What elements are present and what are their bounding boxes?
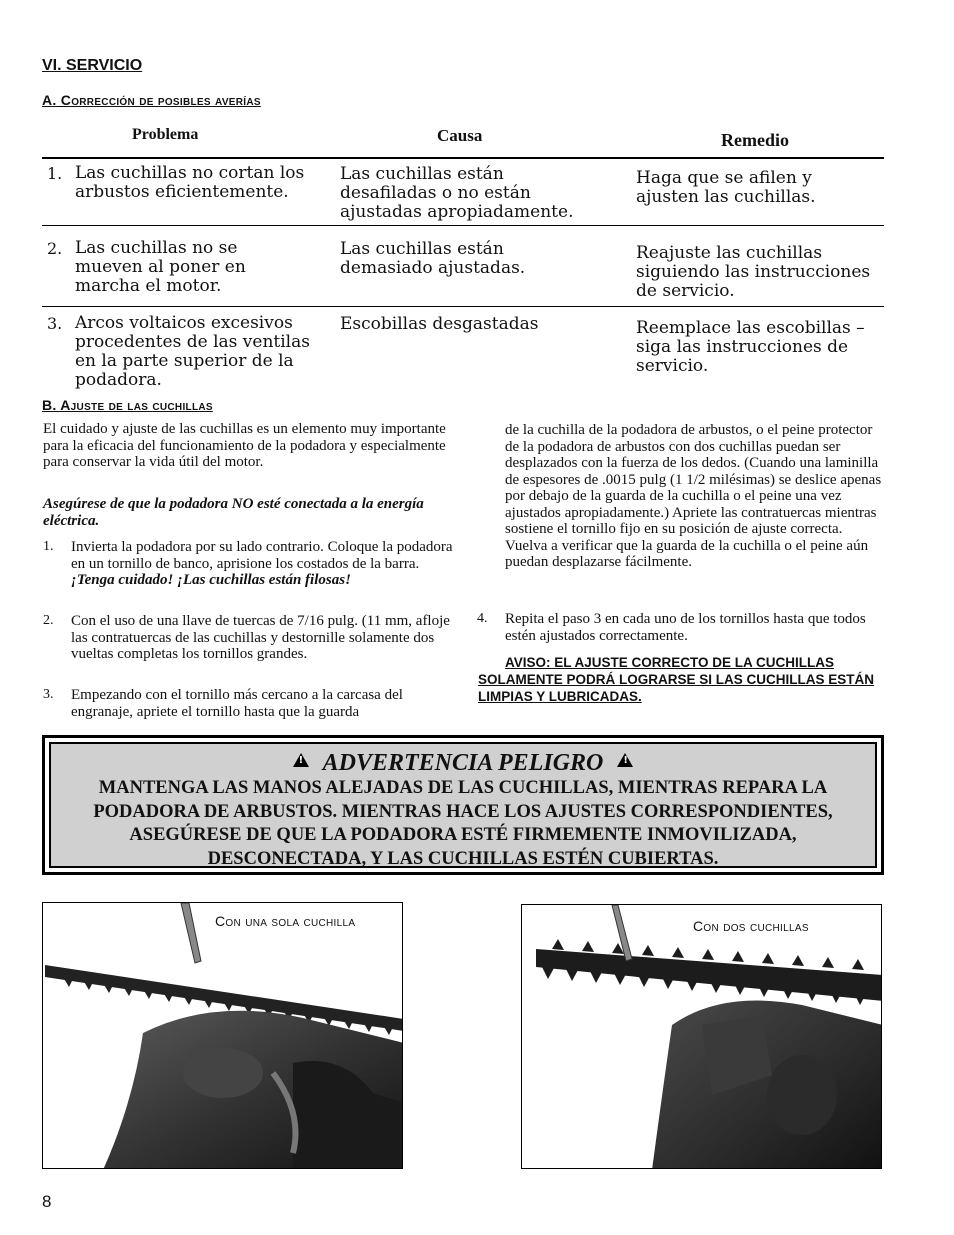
step-emphasis: ¡Tenga cuidado! ¡Las cuchillas están filosas! [71, 572, 351, 588]
warning-title-text: ADVERTENCIA PELIGRO [322, 750, 604, 776]
warning-title [51, 750, 875, 777]
intro-paragraph: El cuidado y ajuste de las cuchillas es un elemento muy importante para la eficacia del funcionamiento de la podadora y especialmente para conservar la vida útil del motor. [43, 421, 446, 470]
header-problem: Problema [132, 126, 199, 143]
warning-triangle-icon [293, 753, 309, 767]
step-number: 2. [43, 613, 54, 628]
step-text [71, 539, 453, 589]
page-number: 8 [42, 1192, 52, 1211]
notice-text: AVISO: EL AJUSTE CORRECTO DE LA CUCHILLAS SOLAMENTE PODRÁ LOGRARSE SI LAS CUCHILLAS ESTÁN LIMPIAS Y LUBRICADAS. [478, 655, 875, 704]
step-3-continued: de la cuchilla de la podadora de arbustos, o el peine protector de la podadora de arbustos con dos cuchillas puedan ser desplazados con la fuerza de los dedos. (Cuando una laminilla de espesores de .0015 pulg (1 1/2 milésimas) se deslice apenas por debajo de la guarda de la cuchilla o el peine una vez ajustados apropiadamente.) Apriete las contratuercas mientras sostiene el tornillo fijo en su posición de ajuste correcta. Vuelva a verificar que la guarda de la cuchilla o el peine aún puedan desplazarse fácilmente. [505, 422, 882, 570]
figure-caption: Con una sola cuchilla [215, 913, 356, 929]
caution-text: Asegúrese de que la podadora NO esté conectada a la energía eléctrica. [43, 496, 424, 529]
double-blade-photo [522, 905, 882, 1169]
warning-triangle-icon [617, 753, 633, 767]
row-number: 2. [47, 239, 63, 258]
row-problem: Las cuchillas no cortan los arbustos eficientemente. [75, 163, 305, 202]
step-text: Repita el paso 3 en cada uno de los tornillos hasta que todos estén ajustados correctamente. [505, 611, 866, 644]
row-problem: Arcos voltaicos excesivos procedentes de las ventilas en la parte superior de la podadora. [75, 313, 310, 390]
row-cause: Las cuchillas están desafiladas o no están ajustadas apropiadamente. [340, 164, 574, 222]
figure-single-blade [42, 902, 403, 1169]
row-remedy: Reemplace las escobillas – siga las instrucciones de servicio. [636, 318, 865, 376]
header-cause: Causa [437, 126, 483, 145]
table-header-rule [42, 157, 884, 159]
section-title: VI. SERVICIO [42, 57, 143, 74]
row-cause: Escobillas desgastadas [340, 314, 539, 334]
row-remedy: Haga que se afilen y ajusten las cuchillas. [636, 168, 816, 207]
subsection-b-title: B. Ajuste de las cuchillas [42, 397, 213, 413]
figure-caption: Con dos cuchillas [693, 918, 809, 934]
row-divider [42, 306, 884, 307]
row-number: 3. [47, 314, 63, 333]
row-number: 1. [47, 164, 63, 183]
warning-box [42, 735, 884, 875]
row-problem: Las cuchillas no se mueven al poner en marcha el motor. [75, 238, 246, 296]
step-number: 3. [43, 687, 54, 702]
warning-panel [49, 742, 877, 868]
step-number: 4. [477, 611, 488, 626]
step-text: Empezando con el tornillo más cercano a la carcasa del engranaje, apriete el tornillo hasta que la guarda [71, 687, 403, 720]
step-text: Con el uso de una llave de tuercas de 7/16 pulg. (11 mm, afloje las contratuercas de las cuchillas y destornille solamente dos vueltas completas los tornillos grandes. [71, 613, 450, 662]
figure-double-blade [521, 904, 882, 1169]
row-remedy: Reajuste las cuchillas siguiendo las instrucciones de servicio. [636, 243, 871, 301]
single-blade-photo [43, 903, 403, 1169]
step-number: 1. [43, 539, 54, 554]
row-divider [42, 225, 884, 226]
subsection-a-title: A. Corrección de posibles averías [42, 92, 261, 108]
row-cause: Las cuchillas están demasiado ajustadas. [340, 239, 526, 278]
warning-body: MANTENGA LAS MANOS ALEJADAS DE LAS CUCHILLAS, MIENTRAS REPARA LA PODADORA DE ARBUSTOS. MIENTRAS HACE LOS AJUSTES CORRESPONDIENTES, ASEGÚRESE DE QUE LA PODADORA ESTÉ FIRMEMENTE INMOVILIZADA, DESCONECTADA, Y LAS CUCHILLAS ESTÉN CUBIERTAS. [93, 778, 833, 869]
step-body: Invierta la podadora por su lado contrario. Coloque la podadora en un tornillo de banco, aprisione los costados de la barra. [71, 539, 453, 572]
header-remedy: Remedio [721, 130, 789, 150]
